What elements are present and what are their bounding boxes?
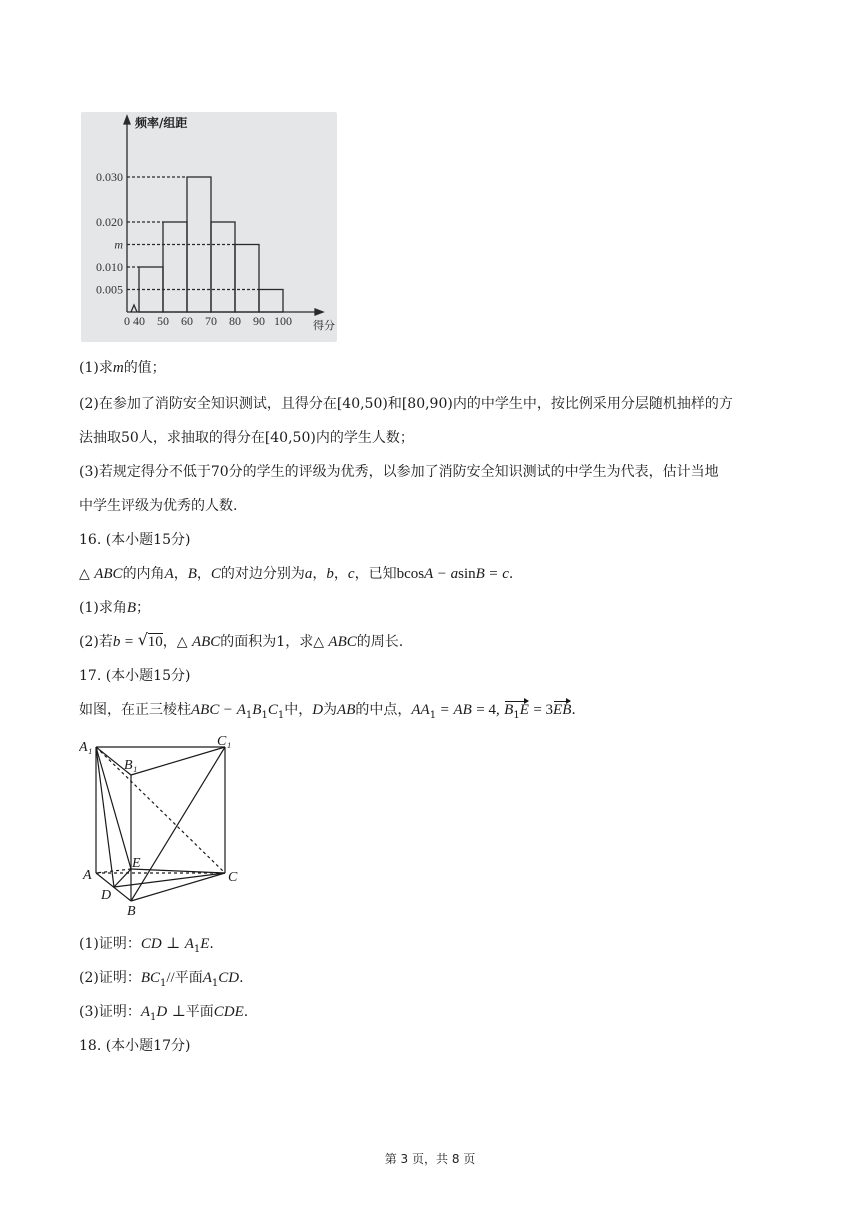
q17-part3: (3)证明：$A_1D$ ⊥平面CDE. [79, 1004, 249, 1023]
label-c1: C₁ [217, 734, 232, 749]
x-tick-label: 80 [229, 314, 241, 328]
q18-heading: 18. (本小题17分) [79, 1038, 191, 1054]
histogram-bar [235, 245, 259, 313]
y-axis-label: 频率/组距 [135, 116, 188, 130]
x-tick-label: 50 [157, 314, 169, 328]
label-d: D [101, 888, 112, 903]
label-b1: B₁ [124, 758, 138, 773]
q16-heading: 16. (本小题15分) [79, 532, 191, 548]
label-a1: A₁ [79, 740, 93, 755]
y-tick-label: 0.005 [96, 282, 123, 297]
q17-stem: 如图，在正三棱柱ABC − $A_1B_1C_1$中，D为AB的中点，$AA_1$ = AB = 4, $B_1E = 3EB$. [79, 700, 576, 726]
q15-part3-line1: (3)若规定得分不低于70分的学生的评级为优秀，以参加了消防安全知识测试的中学生为代表，估计当地 [79, 464, 719, 480]
label-e: E [132, 856, 141, 871]
x-tick-label: 40 [133, 314, 145, 328]
x-axis-arrow [315, 309, 323, 315]
x-axis-label: 得分 [313, 319, 335, 332]
label-b: B [127, 904, 136, 919]
histogram-bar [211, 222, 235, 312]
page-footer: 第 3 页，共 8 页 [384, 1152, 476, 1166]
prism-figure [79, 731, 249, 921]
q16-part2: (2)若b = √ 10，△ ABC的面积为1，求△ ABC的周长. [79, 632, 403, 652]
q16-stem: △ ABC的内角A，B，C的对边分别为a，b，c，已知bcosA − asinB = c. [79, 566, 514, 582]
histogram-bar [259, 290, 283, 313]
q15-part2-line2: 法抽取50人，求抽取的得分在[40,50)内的学生人数； [79, 430, 414, 446]
label-a: A [83, 868, 92, 883]
x-tick-label: 100 [274, 314, 292, 328]
x-tick-label: 70 [205, 314, 217, 328]
axis-break [131, 305, 137, 312]
x-tick-label: 90 [253, 314, 265, 328]
x-tick-label: 0 [124, 314, 130, 328]
histogram-bar [163, 222, 187, 312]
y-tick-label: m [114, 237, 123, 252]
frequency-histogram [81, 112, 337, 342]
y-tick-label: 0.030 [96, 170, 123, 184]
q17-part1: (1)证明：CD ⊥ $A_1E$. [79, 936, 214, 955]
y-tick-label: 0.010 [96, 260, 123, 274]
q15-part1: (1)求m的值； [79, 360, 166, 376]
q16-part1: (1)求角B； [79, 600, 151, 616]
q17-heading: 17. (本小题15分) [79, 668, 191, 684]
x-tick-label: 60 [181, 314, 193, 328]
q15-part2-line1: (2)在参加了消防安全知识测试，且得分在[40,50)和[80,90)内的中学生中，按比例采用分层随机抽样的方 [79, 396, 733, 412]
y-axis-arrow [124, 116, 130, 124]
q15-part3-line2: 中学生评级为优秀的人数. [79, 498, 238, 514]
label-c: C [228, 870, 238, 885]
y-tick-label: 0.020 [96, 215, 123, 229]
q17-part2: (2)证明：$BC_1//$平面$A_1CD$. [79, 970, 244, 989]
